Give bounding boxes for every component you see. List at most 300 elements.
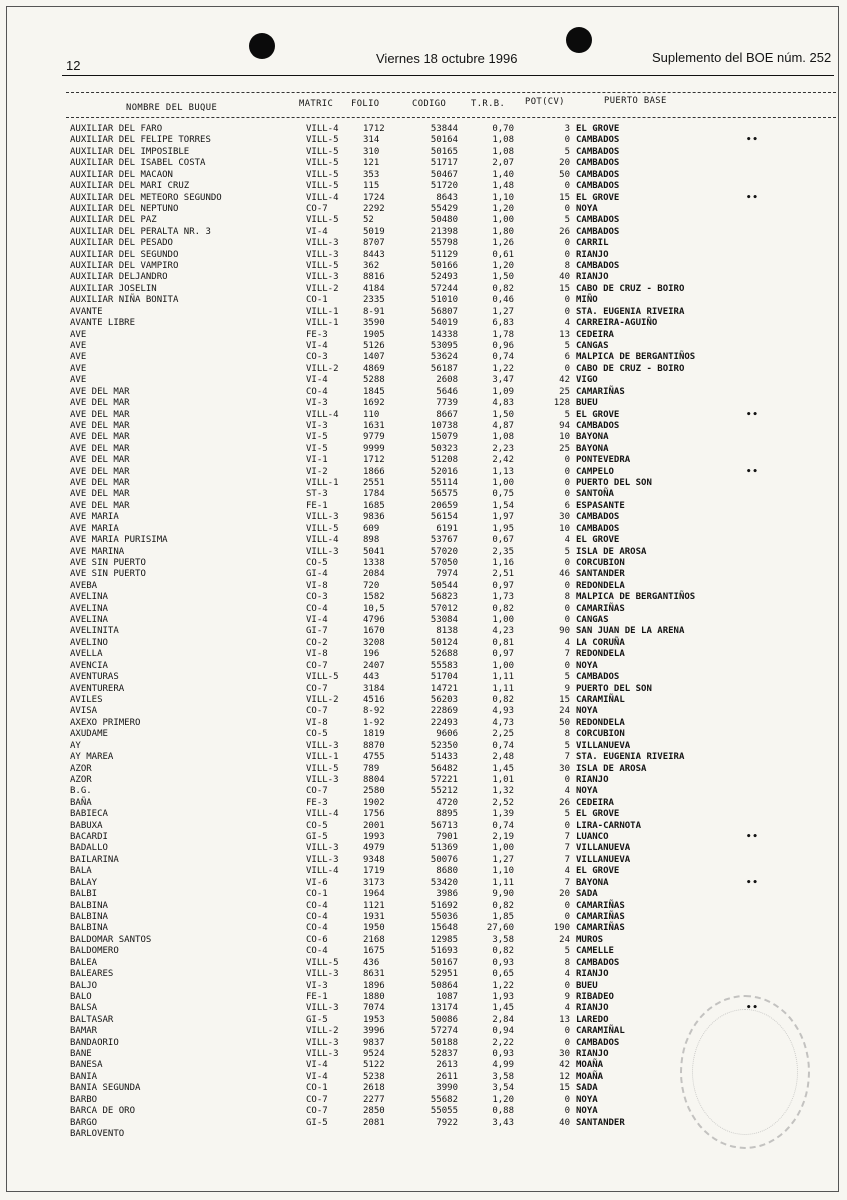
vessel-codigo: 55114 <box>430 478 458 489</box>
vessel-trb: 27,60 <box>486 923 514 934</box>
vessel-puerto: EL GROVE <box>576 192 620 203</box>
vessel-trb: 1,11 <box>492 672 514 683</box>
vessel-codigo: 50480 <box>430 215 458 226</box>
table-row <box>0 764 847 775</box>
vessel-matric: VI-4 <box>306 1071 328 1082</box>
vessel-pot: 0 <box>564 660 570 671</box>
vessel-codigo: 56154 <box>430 512 458 523</box>
vessel-codigo: 51717 <box>430 158 458 169</box>
vessel-folio: 9999 <box>363 443 385 454</box>
table-row <box>0 307 847 318</box>
vessel-name: BALBINA <box>70 900 108 911</box>
vessel-puerto: CAMBADOS <box>576 261 620 272</box>
vessel-name: AVELINA <box>70 603 108 614</box>
vessel-matric: GI-5 <box>306 832 328 843</box>
table-row <box>0 969 847 980</box>
table-row <box>0 798 847 809</box>
vessel-puerto: CAMBADOS <box>576 158 620 169</box>
vessel-trb: 1,26 <box>492 238 514 249</box>
vessel-pot: 30 <box>559 1049 570 1060</box>
vessel-folio: 2580 <box>363 786 385 797</box>
table-row <box>0 684 847 695</box>
vessel-codigo: 50164 <box>430 135 458 146</box>
vessel-folio: 3184 <box>363 683 385 694</box>
vessel-name: AUXILIAR DEL FELIPE TORRES <box>70 135 211 146</box>
vessel-folio: 121 <box>363 158 380 169</box>
vessel-name: AVENCIA <box>70 660 108 671</box>
vessel-folio: 8707 <box>363 238 385 249</box>
vessel-trb: 1,10 <box>492 192 514 203</box>
vessel-codigo: 55055 <box>430 1106 458 1117</box>
vessel-codigo: 51129 <box>430 249 458 260</box>
vessel-codigo: 10738 <box>430 420 458 431</box>
vessel-trb: 2,42 <box>492 455 514 466</box>
vessel-mark: •• <box>746 832 759 843</box>
vessel-name: AUXILIAR DEL FARO <box>70 124 163 134</box>
vessel-trb: 3,54 <box>492 1083 514 1094</box>
vessel-puerto: CORCUBION <box>576 557 625 568</box>
vessel-puerto: CAMARIÑAS <box>576 386 625 397</box>
vessel-matric: VI-6 <box>306 877 328 888</box>
vessel-name: BANE <box>70 1049 92 1060</box>
vessel-trb: 2,25 <box>492 729 514 740</box>
vessel-codigo: 6191 <box>436 523 458 534</box>
vessel-pot: 0 <box>564 1037 570 1048</box>
vessel-trb: 1,08 <box>492 135 514 146</box>
vessel-puerto: SANTOÑA <box>576 489 614 500</box>
vessel-puerto: REDONDELA <box>576 580 625 591</box>
table-row <box>0 181 847 192</box>
vessel-matric: GI-5 <box>306 1014 328 1025</box>
vessel-puerto: CAMBADOS <box>576 135 620 146</box>
vessel-name: BALA <box>70 866 92 877</box>
vessel-codigo: 50323 <box>430 443 458 454</box>
vessel-matric: VILL-5 <box>306 523 339 534</box>
vessel-matric: VI-3 <box>306 398 328 409</box>
vessel-name: BANIA <box>70 1071 98 1082</box>
vessel-folio: 2618 <box>363 1083 385 1094</box>
vessel-folio: 789 <box>363 763 380 774</box>
vessel-trb: 1,00 <box>492 215 514 226</box>
table-row <box>0 215 847 226</box>
vessel-codigo: 8680 <box>436 866 458 877</box>
vessel-pot: 7 <box>564 752 570 763</box>
vessel-codigo: 7922 <box>436 1117 458 1128</box>
vessel-name: AVELINA <box>70 592 108 603</box>
vessel-pot: 5 <box>564 740 570 751</box>
vessel-folio: 1-92 <box>363 717 385 728</box>
table-row <box>0 729 847 740</box>
vessel-pot: 0 <box>564 1094 570 1105</box>
vessel-name: AVANTE LIBRE <box>70 318 136 329</box>
vessel-matric: VILL-2 <box>306 1026 339 1037</box>
vessel-trb: 0,94 <box>492 1026 514 1037</box>
vessel-name: AVE DEL MAR <box>70 489 130 500</box>
vessel-codigo: 52837 <box>430 1049 458 1060</box>
vessel-puerto: SADA <box>576 1083 598 1094</box>
vessel-trb: 4,73 <box>492 717 514 728</box>
table-row <box>0 912 847 923</box>
vessel-puerto: MALPICA DE BERGANTIÑOS <box>576 352 696 363</box>
vessel-folio: 1964 <box>363 889 385 900</box>
vessel-pot: 0 <box>564 203 570 214</box>
vessel-folio: 2168 <box>363 934 385 945</box>
vessel-name: BALTASAR <box>70 1014 114 1025</box>
vessel-name: AUXILIAR DEL PERALTA NR. 3 <box>70 226 211 237</box>
vessel-pot: 190 <box>553 923 570 934</box>
vessel-puerto: CAMBADOS <box>576 215 620 226</box>
vessel-name: AUXILIAR DEL PAZ <box>70 215 157 226</box>
vessel-puerto: CAMBADOS <box>576 226 620 237</box>
vessel-trb: 0,74 <box>492 740 514 751</box>
vessel-folio: 5288 <box>363 375 385 386</box>
table-row <box>0 935 847 946</box>
vessel-codigo: 51720 <box>430 181 458 192</box>
vessel-folio: 2850 <box>363 1106 385 1117</box>
vessel-codigo: 52016 <box>430 466 458 477</box>
table-row <box>0 352 847 363</box>
vessel-matric: VILL-5 <box>306 957 339 968</box>
vessel-name: AVANTE <box>70 306 103 317</box>
vessel-matric: CO-2 <box>306 637 328 648</box>
vessel-folio: 9524 <box>363 1049 385 1060</box>
vessel-trb: 1,85 <box>492 911 514 922</box>
vessel-pot: 5 <box>564 340 570 351</box>
vessel-matric: VILL-4 <box>306 866 339 877</box>
vessel-folio: 1670 <box>363 626 385 637</box>
vessel-codigo: 14721 <box>430 683 458 694</box>
vessel-trb: 2,22 <box>492 1037 514 1048</box>
vessel-codigo: 56203 <box>430 695 458 705</box>
vessel-pot: 50 <box>559 717 570 728</box>
vessel-name: BANESA <box>70 1060 103 1071</box>
vessel-folio: 8-92 <box>363 706 385 717</box>
table-row <box>0 295 847 306</box>
vessel-folio: 8816 <box>363 272 385 283</box>
vessel-pot: 4 <box>564 637 570 648</box>
vessel-puerto: CAMPELO <box>576 466 614 477</box>
vessel-trb: 1,08 <box>492 146 514 157</box>
vessel-puerto: NOYA <box>576 203 598 214</box>
vessel-folio: 9837 <box>363 1037 385 1048</box>
vessel-codigo: 52493 <box>430 272 458 283</box>
vessel-puerto: CARAMIÑAL <box>576 695 625 705</box>
vessel-codigo: 50165 <box>430 146 458 157</box>
table-row <box>0 284 847 295</box>
table-row <box>0 923 847 934</box>
vessel-name: AVE MARIA <box>70 512 119 523</box>
vessel-folio: 1993 <box>363 832 385 843</box>
vessel-codigo: 7739 <box>436 398 458 409</box>
vessel-trb: 0,97 <box>492 580 514 591</box>
vessel-pot: 4 <box>564 1003 570 1014</box>
vessel-folio: 310 <box>363 146 380 157</box>
vessel-trb: 3,58 <box>492 1071 514 1082</box>
table-row <box>0 889 847 900</box>
vessel-codigo: 53084 <box>430 615 458 626</box>
vessel-folio: 1866 <box>363 466 385 477</box>
vessel-codigo: 8667 <box>436 409 458 420</box>
vessel-folio: 1582 <box>363 592 385 603</box>
vessel-trb: 0,88 <box>492 1106 514 1117</box>
vessel-name: AVENTURERA <box>70 683 125 694</box>
vessel-name: BALEA <box>70 957 98 968</box>
vessel-pot: 5 <box>564 215 570 226</box>
vessel-codigo: 56807 <box>430 306 458 317</box>
vessel-puerto: LIRA-CARNOTA <box>576 820 642 831</box>
vessel-matric: CO-7 <box>306 203 328 214</box>
vessel-matric: VILL-1 <box>306 752 339 763</box>
table-row <box>0 569 847 580</box>
vessel-matric: VI-3 <box>306 420 328 431</box>
vessel-mark: •• <box>746 135 759 146</box>
vessel-pot: 15 <box>559 1083 570 1094</box>
vessel-codigo: 5646 <box>436 386 458 397</box>
vessel-puerto: MOAÑA <box>576 1071 604 1082</box>
vessel-pot: 0 <box>564 615 570 626</box>
table-row <box>0 958 847 969</box>
vessel-folio: 1896 <box>363 980 385 991</box>
vessel-matric: CO-7 <box>306 660 328 671</box>
vessel-pot: 15 <box>559 283 570 294</box>
vessel-pot: 0 <box>564 363 570 374</box>
vessel-pot: 20 <box>559 158 570 169</box>
vessel-codigo: 53095 <box>430 340 458 351</box>
vessel-matric: VI-8 <box>306 649 328 660</box>
column-header-matric: MATRIC <box>299 99 334 109</box>
vessel-matric: VILL-1 <box>306 306 339 317</box>
vessel-folio: 2084 <box>363 569 385 580</box>
vessel-codigo: 15648 <box>430 923 458 934</box>
vessel-puerto: BUEU <box>576 980 598 991</box>
vessel-codigo: 3990 <box>436 1083 458 1094</box>
vessel-codigo: 55036 <box>430 911 458 922</box>
vessel-codigo: 15079 <box>430 432 458 443</box>
vessel-folio: 2292 <box>363 203 385 214</box>
vessel-puerto: CAMBADOS <box>576 512 620 523</box>
vessel-pot: 5 <box>564 672 570 683</box>
vessel-puerto: SANTANDER <box>576 569 625 580</box>
column-header-trb: T.R.B. <box>471 99 506 109</box>
vessel-puerto: EL GROVE <box>576 535 620 546</box>
vessel-name: AVE DEL MAR <box>70 409 130 420</box>
vessel-folio: 8870 <box>363 740 385 751</box>
vessel-name: BAILARINA <box>70 854 119 865</box>
vessel-puerto: RIANJO <box>576 774 609 785</box>
vessel-folio: 2277 <box>363 1094 385 1105</box>
vessel-trb: 0,65 <box>492 969 514 980</box>
vessel-trb: 1,09 <box>492 386 514 397</box>
vessel-name: AVE DEL MAR <box>70 455 130 466</box>
punch-hole-left <box>249 33 275 59</box>
vessel-matric: CO-7 <box>306 1094 328 1105</box>
vessel-name: AVE DEL MAR <box>70 478 130 489</box>
table-row <box>0 272 847 283</box>
vessel-codigo: 57020 <box>430 546 458 557</box>
vessel-codigo: 51208 <box>430 455 458 466</box>
vessel-pot: 12 <box>559 1071 570 1082</box>
vessel-folio: 7074 <box>363 1003 385 1014</box>
vessel-name: BADALLO <box>70 843 108 854</box>
vessel-puerto: CAMBADOS <box>576 1037 620 1048</box>
vessel-puerto: PONTEVEDRA <box>576 455 631 466</box>
vessel-folio: 1905 <box>363 329 385 340</box>
vessel-name: AUXILIAR DEL IMPOSIBLE <box>70 146 190 157</box>
vessel-name: AUXILIAR DEL VAMPIRO <box>70 261 179 272</box>
vessel-trb: 0,75 <box>492 489 514 500</box>
vessel-folio: 8631 <box>363 969 385 980</box>
vessel-puerto: CAMBADOS <box>576 169 620 180</box>
vessel-matric: VILL-3 <box>306 272 339 283</box>
table-row <box>0 626 847 637</box>
vessel-trb: 1,11 <box>492 683 514 694</box>
vessel-puerto: PUERTO DEL SON <box>576 683 652 694</box>
vessel-pot: 26 <box>559 797 570 808</box>
vessel-pot: 4 <box>564 866 570 877</box>
vessel-codigo: 2613 <box>436 1060 458 1071</box>
vessel-pot: 0 <box>564 238 570 249</box>
vessel-pot: 24 <box>559 934 570 945</box>
vessel-pot: 8 <box>564 957 570 968</box>
vessel-trb: 2,07 <box>492 158 514 169</box>
vessel-matric: VILL-3 <box>306 249 339 260</box>
table-row <box>0 821 847 832</box>
table-row <box>0 227 847 238</box>
vessel-pot: 4 <box>564 786 570 797</box>
table-row <box>0 455 847 466</box>
vessel-codigo: 9606 <box>436 729 458 740</box>
column-header-nombre: NOMBRE DEL BUQUE <box>126 103 218 113</box>
vessel-matric: VI-5 <box>306 443 328 454</box>
vessel-trb: 6,83 <box>492 318 514 329</box>
vessel-codigo: 50166 <box>430 261 458 272</box>
table-row <box>0 901 847 912</box>
vessel-name: BANDAORIO <box>70 1037 119 1048</box>
vessel-folio: 1712 <box>363 124 385 134</box>
table-row <box>0 866 847 877</box>
vessel-trb: 1,27 <box>492 854 514 865</box>
vessel-name: BALBI <box>70 889 98 900</box>
vessel-codigo: 57012 <box>430 603 458 614</box>
vessel-codigo: 50467 <box>430 169 458 180</box>
vessel-folio: 5041 <box>363 546 385 557</box>
vessel-pot: 8 <box>564 592 570 603</box>
vessel-trb: 3,43 <box>492 1117 514 1128</box>
vessel-codigo: 22869 <box>430 706 458 717</box>
vessel-folio: 9779 <box>363 432 385 443</box>
vessel-folio: 8443 <box>363 249 385 260</box>
vessel-trb: 1,11 <box>492 877 514 888</box>
table-row <box>0 946 847 957</box>
table-row <box>0 706 847 717</box>
vessel-matric: VILL-5 <box>306 169 339 180</box>
vessel-puerto: MIÑO <box>576 295 598 306</box>
vessel-pot: 5 <box>564 409 570 420</box>
vessel-folio: 1819 <box>363 729 385 740</box>
vessel-pot: 0 <box>564 1026 570 1037</box>
vessel-codigo: 56482 <box>430 763 458 774</box>
vessel-pot: 8 <box>564 261 570 272</box>
vessel-codigo: 53767 <box>430 535 458 546</box>
vessel-codigo: 51433 <box>430 752 458 763</box>
vessel-matric: CO-3 <box>306 352 328 363</box>
vessel-folio: 52 <box>363 215 374 226</box>
vessel-pot: 6 <box>564 500 570 511</box>
vessel-name: BALJO <box>70 980 98 991</box>
vessel-name: BANIA SEGUNDA <box>70 1083 141 1094</box>
vessel-folio: 2001 <box>363 820 385 831</box>
vessel-pot: 7 <box>564 649 570 660</box>
vessel-puerto: CABO DE CRUZ - BOIRO <box>576 363 685 374</box>
vessel-name: AUXILIAR DEL MARI CRUZ <box>70 181 190 192</box>
table-row <box>0 489 847 500</box>
vessel-matric: CO-1 <box>306 889 328 900</box>
vessel-puerto: RIANJO <box>576 969 609 980</box>
vessel-pot: 0 <box>564 911 570 922</box>
vessel-codigo: 56713 <box>430 820 458 831</box>
vessel-codigo: 50076 <box>430 854 458 865</box>
vessel-name: BALBINA <box>70 923 108 934</box>
vessel-codigo: 54019 <box>430 318 458 329</box>
vessel-name: AUXILIAR DEL SEGUNDO <box>70 249 179 260</box>
vessel-name: BACARDI <box>70 832 108 843</box>
vessel-pot: 3 <box>564 124 570 134</box>
vessel-pot: 0 <box>564 580 570 591</box>
vessel-pot: 7 <box>564 854 570 865</box>
vessel-pot: 5 <box>564 809 570 820</box>
vessel-folio: 1121 <box>363 900 385 911</box>
vessel-folio: 1692 <box>363 398 385 409</box>
vessel-pot: 128 <box>553 398 570 409</box>
vessel-puerto: RIANJO <box>576 1049 609 1060</box>
vessel-trb: 0,82 <box>492 946 514 957</box>
vessel-folio: 4516 <box>363 695 385 705</box>
table-row <box>0 649 847 660</box>
vessel-puerto: CAMELLE <box>576 946 614 957</box>
vessel-matric: VILL-4 <box>306 409 339 420</box>
vessel-name: AVE <box>70 329 87 340</box>
vessel-matric: FE-3 <box>306 329 328 340</box>
vessel-matric: VILL-5 <box>306 261 339 272</box>
vessel-matric: VILL-3 <box>306 238 339 249</box>
vessel-puerto: CORCUBION <box>576 729 625 740</box>
vessel-name: BARLOVENTO <box>70 1128 125 1139</box>
vessel-codigo: 50167 <box>430 957 458 968</box>
vessel-matric: CO-3 <box>306 592 328 603</box>
vessel-matric: VILL-3 <box>306 1037 339 1048</box>
column-header-codigo: CODIGO <box>412 99 447 109</box>
vessel-puerto: SANTANDER <box>576 1117 625 1128</box>
vessel-pot: 13 <box>559 329 570 340</box>
vessel-pot: 26 <box>559 226 570 237</box>
vessel-codigo: 56575 <box>430 489 458 500</box>
vessel-puerto: EL GROVE <box>576 809 620 820</box>
vessel-matric: CO-4 <box>306 603 328 614</box>
vessel-folio: 115 <box>363 181 380 192</box>
vessel-name: BALO <box>70 991 92 1002</box>
vessel-trb: 1,00 <box>492 660 514 671</box>
vessel-codigo: 55429 <box>430 203 458 214</box>
vessel-folio: 2551 <box>363 478 385 489</box>
vessel-folio: 1685 <box>363 500 385 511</box>
vessel-name: AUXILIAR DEL ISABEL COSTA <box>70 158 206 169</box>
table-row <box>0 261 847 272</box>
vessel-pot: 9 <box>564 683 570 694</box>
table-row <box>0 638 847 649</box>
vessel-matric: CO-7 <box>306 706 328 717</box>
vessel-trb: 2,23 <box>492 443 514 454</box>
vessel-folio: 8-91 <box>363 306 385 317</box>
